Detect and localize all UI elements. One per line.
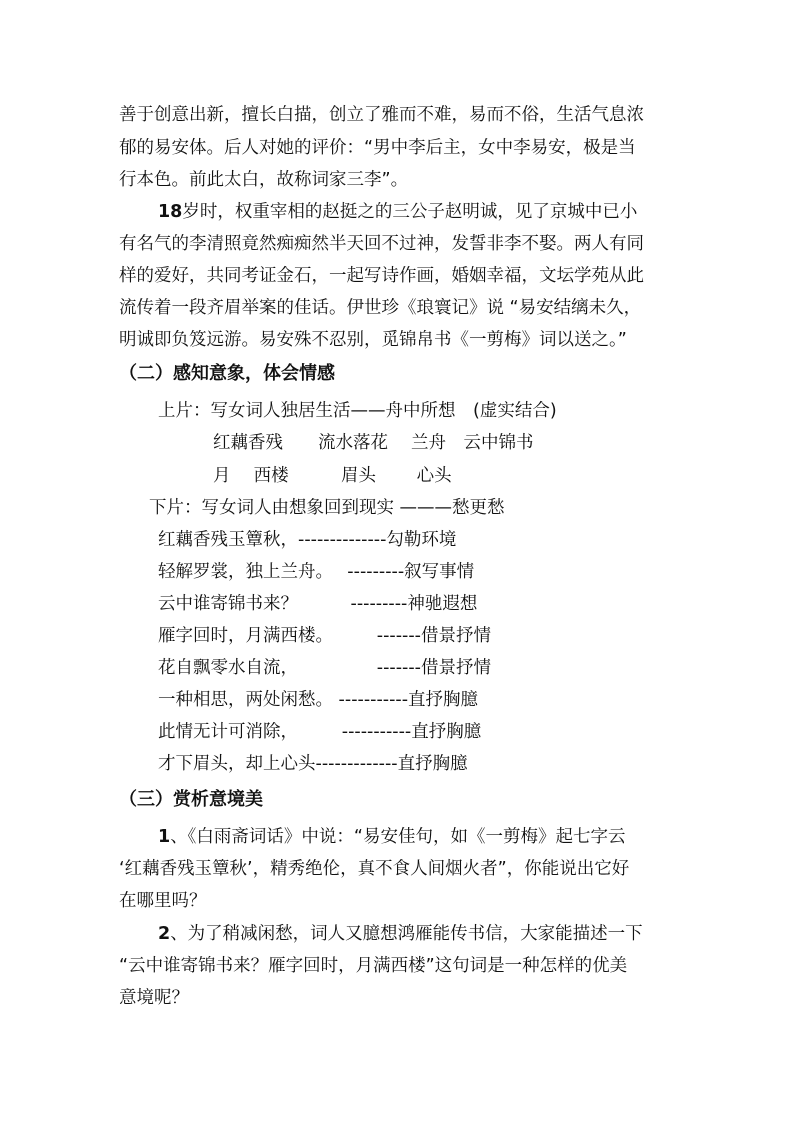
intro-p2-line-3: 样的爱好，共同考证金石，一起写诗作画，婚姻幸福，文坛学苑从此 <box>119 266 644 286</box>
section2-images-1: 红藕香残 流水落花 兰舟 云中锦书 <box>213 433 534 453</box>
intro-p1-line-2: 郁的易安体。后人对她的评价：“男中李后主，女中李易安，极是当 <box>119 138 636 158</box>
section3-heading: （三）赏析意境美 <box>119 789 263 810</box>
section2-lower: 下片：写女词人由想象回到现实 ———愁更愁 <box>149 498 505 518</box>
section3-q1-line-1-text: 、《白雨斋词话》中说：“易安佳句，如《一剪梅》起七字云 <box>170 827 626 847</box>
section3-q2-line-1 <box>158 926 643 944</box>
section2-row: 轻解罗裳，独上兰舟。 ---------叙写事情 <box>158 562 475 582</box>
intro-p2-line-5: 明诚即负笈远游。易安殊不忍别，觅锦帛书《一剪梅》词以送之。” <box>119 330 627 350</box>
intro-p2-age: 18 <box>158 202 183 222</box>
intro-p2-line-2: 有名气的李清照竟然痴痴然半天回不过神，发誓非李不娶。两人有同 <box>119 234 644 254</box>
section2-heading: （二）感知意象，体会情感 <box>119 363 335 384</box>
section3-q2-line-1-text: 、为了稍减闲愁，词人又臆想鸿雁能传书信，大家能描述一下 <box>170 924 643 944</box>
section2-row: 云中谁寄锦书来？ ---------神驰遐想 <box>158 594 478 614</box>
intro-p1-line-1: 善于创意出新，擅长白描，创立了雅而不难，易而不俗，生活气息浓 <box>119 105 644 125</box>
intro-p1-line-3: 行本色。前此太白，故称词家三李”。 <box>119 170 409 190</box>
section3-q1-number: 1 <box>158 827 171 847</box>
section2-row: 此情无计可消除， -----------直抒胸臆 <box>158 722 482 742</box>
section2-row: 红藕香残玉簟秋，--------------勾勒环境 <box>158 530 457 550</box>
intro-p2-line-1 <box>158 204 637 222</box>
section3-q1-line-1 <box>158 829 626 847</box>
intro-p2-line-1-text: 岁时，权重宰相的赵挺之的三公子赵明诚，见了京城中已小 <box>182 202 638 222</box>
section2-row: 一种相思，两处闲愁。 -----------直抒胸臆 <box>158 690 479 710</box>
section3-q2-line-3: 意境呢？ <box>119 988 189 1008</box>
section2-images-2: 月 西楼 眉头 心头 <box>213 466 452 486</box>
intro-p2-line-4: 流传着一段齐眉举案的佳话。伊世珍《琅寰记》说 “易安结缡未久， <box>119 298 642 318</box>
section2-upper: 上片：写女词人独居生活——舟中所想 (虚实结合) <box>158 401 557 421</box>
section3-q1-line-3: 在哪里吗？ <box>119 891 207 911</box>
section3-q2-line-2: “云中谁寄锦书来？雁字回时，月满西楼”这句词是一种怎样的优美 <box>119 956 628 976</box>
section2-row: 雁字回时，月满西楼。 -------借景抒情 <box>158 626 491 646</box>
section3-q1-line-2: ‘红藕香残玉簟秋’，精秀绝伦，真不食人间烟火者”，你能说出它好 <box>119 859 630 879</box>
section3-q2-number: 2 <box>158 924 171 944</box>
section2-row: 花自飘零水自流， -------借景抒情 <box>158 658 491 678</box>
section2-row: 才下眉头，却上心头-------------直抒胸臆 <box>158 754 468 774</box>
